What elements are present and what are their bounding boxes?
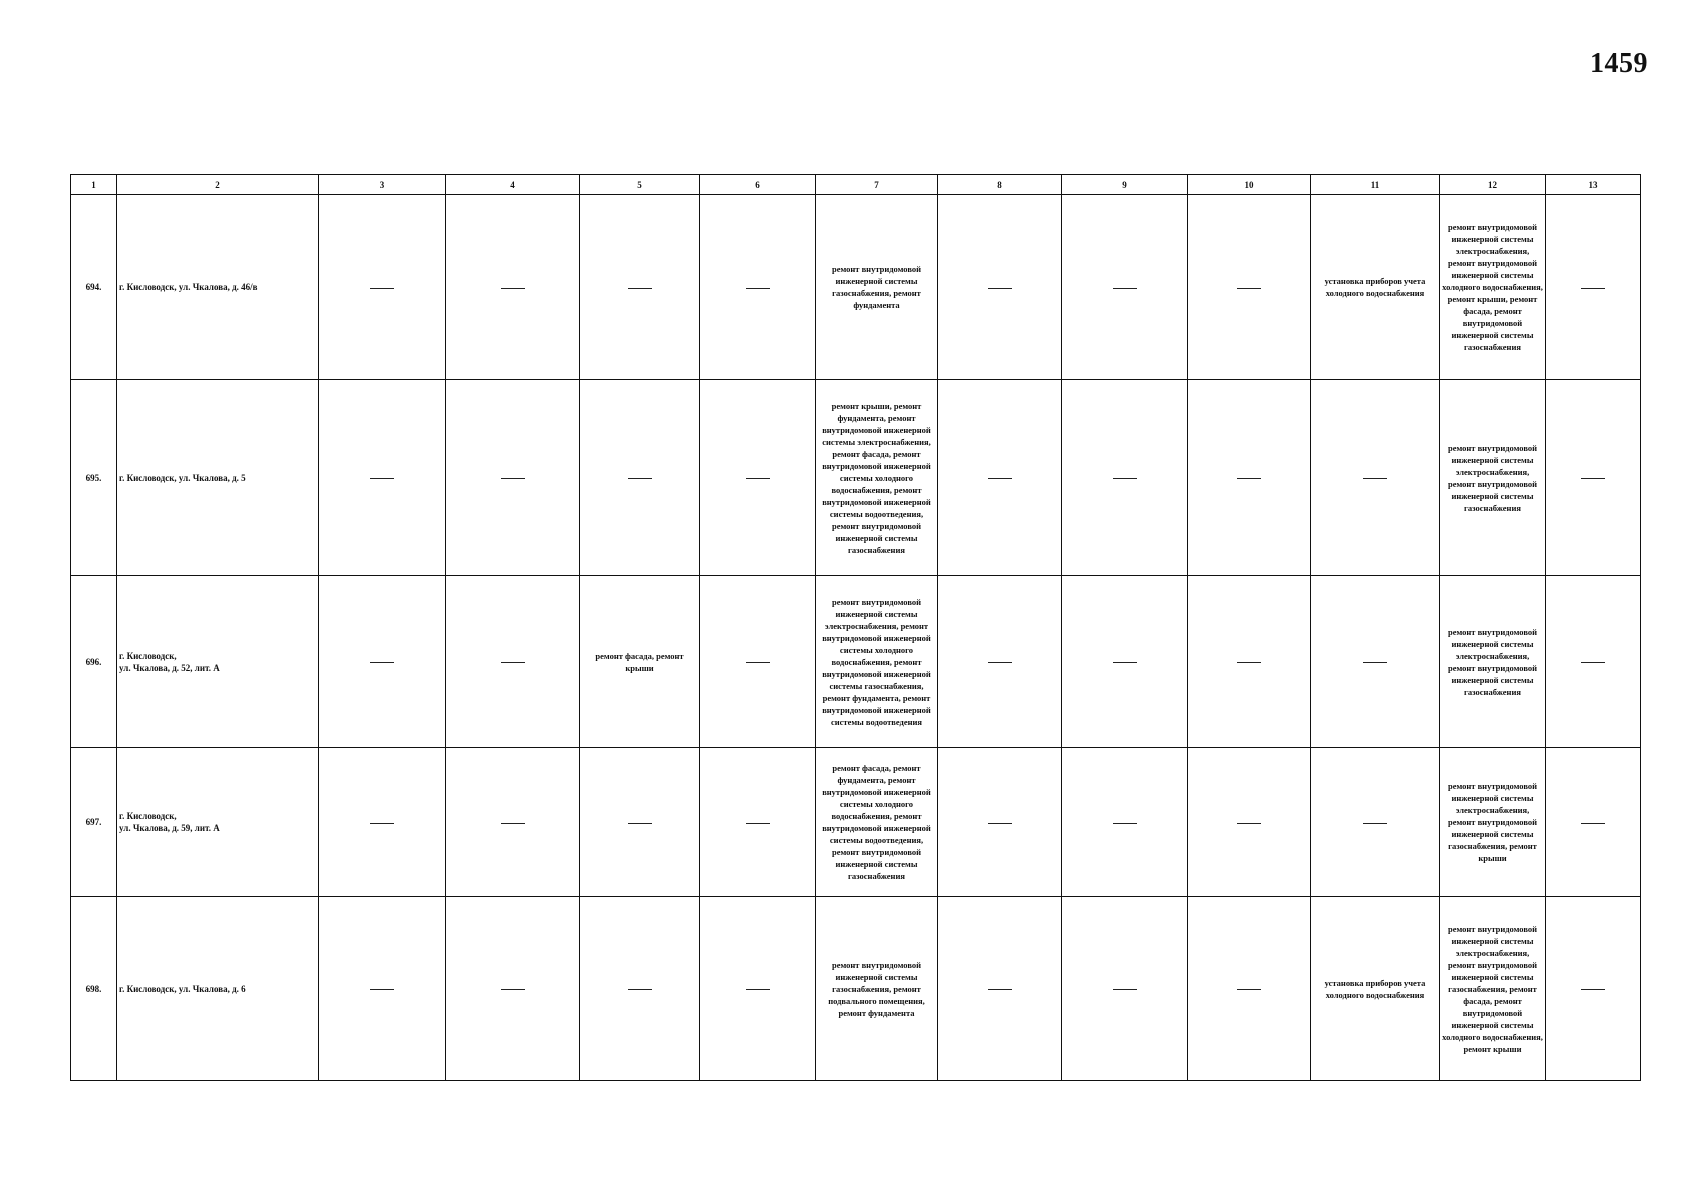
table-row (71, 748, 1641, 897)
empty-cell (446, 380, 580, 576)
row-number: 695. (71, 380, 117, 576)
empty-cell (580, 897, 700, 1081)
dash-mark (1363, 662, 1387, 663)
dash-mark (1581, 989, 1605, 990)
row-number: 696. (71, 576, 117, 748)
dash-mark (1237, 823, 1261, 824)
empty-cell (580, 748, 700, 897)
column-header: 6 (700, 175, 816, 195)
dash-mark (501, 288, 525, 289)
dash-mark (1237, 662, 1261, 663)
empty-cell (938, 380, 1062, 576)
empty-cell (1188, 748, 1311, 897)
dash-mark (1237, 989, 1261, 990)
work-cell: ремонт фасада, ремонт фундамента, ремонт внутридомовой инженерной системы холодного водоснабжения, ремонт внутридомовой инженерной системы водоотведения, ремонт внутридомовой инженерной системы газоснабжения (816, 748, 938, 897)
dash-mark (628, 478, 652, 479)
page-number: 1459 (1590, 48, 1648, 79)
dash-mark (501, 478, 525, 479)
empty-cell (580, 195, 700, 380)
work-cell: ремонт внутридомовой инженерной системы электроснабжения, ремонт внутридомовой инженерной системы газоснабжения, ремонт фасада, ремонт внутридомовой инженерной системы холодного водоснабжения, ремонт крыши (1440, 897, 1546, 1081)
empty-cell (446, 897, 580, 1081)
empty-cell (1546, 380, 1641, 576)
empty-cell (938, 576, 1062, 748)
empty-cell (446, 195, 580, 380)
work-cell: установка приборов учета холодного водоснабжения (1311, 195, 1440, 380)
dash-mark (1581, 478, 1605, 479)
address-line: г. Кисловодск, (119, 650, 177, 661)
dash-mark (628, 823, 652, 824)
dash-mark (746, 989, 770, 990)
empty-cell (938, 195, 1062, 380)
empty-cell (446, 748, 580, 897)
table-row (71, 576, 1641, 748)
column-header: 1 (71, 175, 117, 195)
empty-cell (1546, 897, 1641, 1081)
dash-mark (370, 288, 394, 289)
address-line: ул. Чкалова, д. 52, лит. А (119, 662, 220, 673)
dash-mark (1363, 823, 1387, 824)
empty-cell (1546, 195, 1641, 380)
empty-cell (1188, 897, 1311, 1081)
row-number: 694. (71, 195, 117, 380)
empty-cell (700, 576, 816, 748)
dash-mark (746, 823, 770, 824)
column-header: 10 (1188, 175, 1311, 195)
empty-cell (1546, 748, 1641, 897)
address-cell: г. Кисловодск, ул. Чкалова, д. 46/в (117, 195, 319, 380)
empty-cell (1546, 576, 1641, 748)
work-cell: ремонт внутридомовой инженерной системы газоснабжения, ремонт подвального помещения, ремонт фундамента (816, 897, 938, 1081)
dash-mark (501, 662, 525, 663)
work-cell: ремонт внутридомовой инженерной системы электроснабжения, ремонт внутридомовой инженерной системы газоснабжения, ремонт крыши (1440, 748, 1546, 897)
address-cell: г. Кисловодск, ул. Чкалова, д. 5 (117, 380, 319, 576)
empty-cell (1188, 576, 1311, 748)
column-number-row (71, 175, 1641, 195)
dash-mark (1581, 823, 1605, 824)
row-number: 698. (71, 897, 117, 1081)
work-cell: ремонт внутридомовой инженерной системы газоснабжения, ремонт фундамента (816, 195, 938, 380)
empty-cell (319, 897, 446, 1081)
empty-cell (1188, 380, 1311, 576)
empty-cell (1062, 748, 1188, 897)
dash-mark (988, 823, 1012, 824)
address-cell (117, 576, 319, 748)
table-row (71, 380, 1641, 576)
empty-cell (700, 380, 816, 576)
empty-cell (1062, 195, 1188, 380)
dash-mark (746, 288, 770, 289)
empty-cell (700, 195, 816, 380)
dash-mark (1237, 288, 1261, 289)
address-line: г. Кисловодск, (119, 811, 177, 821)
dash-mark (1113, 662, 1137, 663)
work-cell: установка приборов учета холодного водоснабжения (1311, 897, 1440, 1081)
empty-cell (319, 576, 446, 748)
empty-cell (319, 748, 446, 897)
dash-mark (1113, 989, 1137, 990)
work-cell: ремонт внутридомовой инженерной системы электроснабжения, ремонт внутридомовой инженерной системы газоснабжения (1440, 380, 1546, 576)
dash-mark (1113, 478, 1137, 479)
dash-mark (988, 662, 1012, 663)
work-cell: ремонт внутридомовой инженерной системы электроснабжения, ремонт внутридомовой инженерной системы холодного водоснабжения, ремонт внутридомовой инженерной системы газоснабжения, ремонт фундамента, ремонт внутридомовой инженерной системы водоотведения (816, 576, 938, 748)
empty-cell (938, 748, 1062, 897)
empty-cell (1311, 748, 1440, 897)
row-number: 697. (71, 748, 117, 897)
dash-mark (370, 478, 394, 479)
dash-mark (370, 662, 394, 663)
dash-mark (1113, 288, 1137, 289)
empty-cell (1062, 897, 1188, 1081)
dash-mark (1363, 478, 1387, 479)
dash-mark (628, 989, 652, 990)
column-header: 5 (580, 175, 700, 195)
dash-mark (370, 989, 394, 990)
empty-cell (319, 195, 446, 380)
column-header: 12 (1440, 175, 1546, 195)
empty-cell (1311, 380, 1440, 576)
dash-mark (370, 823, 394, 824)
address-line: ул. Чкалова, д. 59, лит. А (119, 823, 220, 833)
column-header: 3 (319, 175, 446, 195)
table-row (71, 897, 1641, 1081)
column-header: 7 (816, 175, 938, 195)
empty-cell (319, 380, 446, 576)
column-header: 8 (938, 175, 1062, 195)
empty-cell (580, 380, 700, 576)
dash-mark (501, 989, 525, 990)
column-header: 4 (446, 175, 580, 195)
dash-mark (988, 989, 1012, 990)
empty-cell (700, 897, 816, 1081)
address-cell (117, 748, 319, 897)
address-cell: г. Кисловодск, ул. Чкалова, д. 6 (117, 897, 319, 1081)
dash-mark (1581, 288, 1605, 289)
dash-mark (1237, 478, 1261, 479)
dash-mark (501, 823, 525, 824)
column-header: 2 (117, 175, 319, 195)
work-cell: ремонт фасада, ремонт крыши (580, 576, 700, 748)
empty-cell (700, 748, 816, 897)
empty-cell (1188, 195, 1311, 380)
column-header: 13 (1546, 175, 1641, 195)
dash-mark (1581, 662, 1605, 663)
empty-cell (938, 897, 1062, 1081)
empty-cell (1311, 576, 1440, 748)
work-cell: ремонт крыши, ремонт фундамента, ремонт внутридомовой инженерной системы электроснабжения, ремонт фасада, ремонт внутридомовой инженерной системы холодного водоснабжения, ремонт внутридомовой инженерной системы водоотведения, ремонт внутридомовой инженерной системы газоснабжения (816, 380, 938, 576)
table-row (71, 195, 1641, 380)
empty-cell (446, 576, 580, 748)
dash-mark (746, 478, 770, 479)
empty-cell (1062, 576, 1188, 748)
dash-mark (988, 288, 1012, 289)
dash-mark (628, 288, 652, 289)
work-cell: ремонт внутридомовой инженерной системы электроснабжения, ремонт внутридомовой инженерной системы газоснабжения (1440, 576, 1546, 748)
empty-cell (1062, 380, 1188, 576)
dash-mark (1113, 823, 1137, 824)
dash-mark (746, 662, 770, 663)
column-header: 11 (1311, 175, 1440, 195)
repair-program-table (70, 174, 1641, 1081)
column-header: 9 (1062, 175, 1188, 195)
dash-mark (988, 478, 1012, 479)
work-cell: ремонт внутридомовой инженерной системы электроснабжения, ремонт внутридомовой инженерной системы холодного водоснабжения, ремонт крыши, ремонт фасада, ремонт внутридомовой инженерной системы газоснабжения (1440, 195, 1546, 380)
